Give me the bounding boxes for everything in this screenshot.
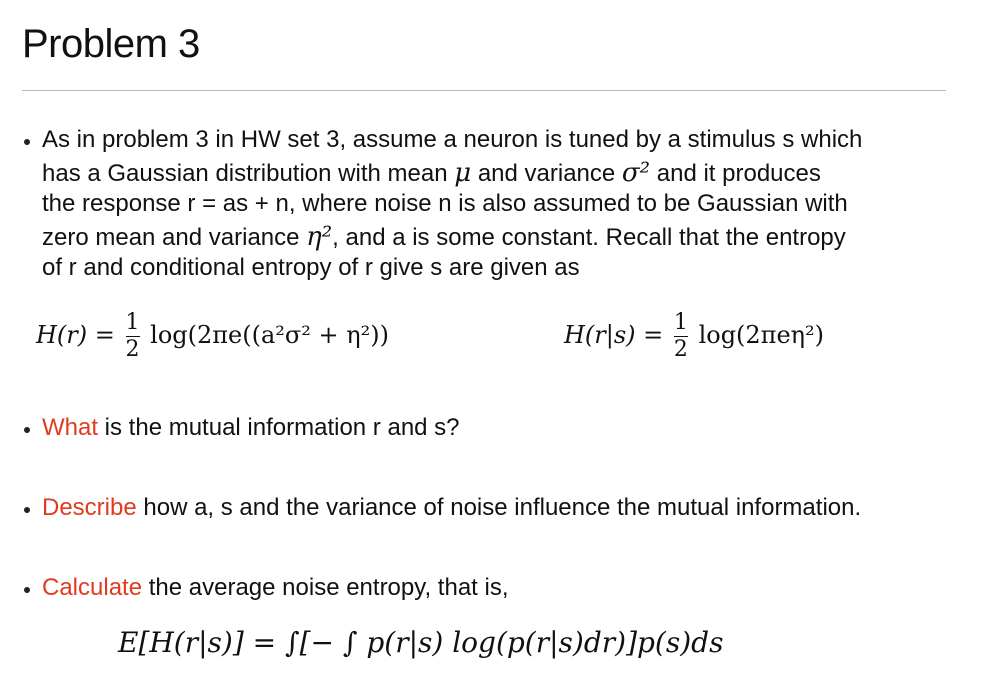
- fraction-numerator: 1: [673, 310, 688, 335]
- intro-line-2: [42, 158, 821, 188]
- intro-line-4a: zero mean and variance: [42, 224, 300, 251]
- formula-noise-entropy: E[H(r|s)] = ∫[− ∫ p(r|s) log(p(r|s)dr)]p(s)ds: [118, 626, 724, 659]
- bullet-describe: [42, 494, 861, 522]
- intro-line-2a: has a Gaussian distribution with mean: [42, 160, 448, 187]
- formula-h-r: [36, 312, 389, 361]
- bullet-dot-1: [24, 427, 30, 433]
- bullet-mutual-information: [42, 414, 460, 442]
- bullet-dot-2: [24, 507, 30, 513]
- bullet-calculate: [42, 574, 509, 602]
- intro-line-4b: , and a is some constant. Recall that the entropy: [332, 224, 846, 251]
- eta-squared-symbol: η²: [306, 222, 333, 252]
- bullet-text-2: how a, s and the variance of noise influence the mutual information.: [136, 494, 862, 521]
- title-divider: [22, 90, 946, 91]
- bullet-keyword-calculate: Calculate: [42, 574, 143, 601]
- intro-line-2b: and variance: [477, 160, 616, 187]
- intro-line-3: the response r = as + n, where noise n is also assumed to be Gaussian with: [42, 190, 848, 217]
- bullet-dot-intro: [24, 139, 30, 145]
- fraction-half-2: [674, 312, 688, 361]
- sigma-squared-symbol: σ²: [621, 158, 651, 188]
- formula-h-r-given-s-rhs: log(2πeη²): [698, 321, 825, 349]
- bullet-keyword-describe: Describe: [42, 494, 137, 521]
- formula-h-r-given-s: [564, 312, 824, 361]
- fraction-denominator: 2: [673, 337, 688, 362]
- mu-symbol: μ: [454, 158, 472, 188]
- formula-h-r-given-s-lhs: H(r|s) =: [564, 321, 664, 349]
- intro-line-4: [42, 222, 846, 252]
- bullet-text-1: is the mutual information r and s?: [98, 414, 460, 441]
- intro-line-2c: and it produces: [656, 160, 821, 187]
- intro-line-1: As in problem 3 in HW set 3, assume a neuron is tuned by a stimulus s which: [42, 126, 863, 153]
- bullet-text-3: the average noise entropy, that is,: [142, 574, 509, 601]
- formula-h-r-lhs: H(r) =: [36, 321, 115, 349]
- formula-h-r-rhs: log(2πe((a²σ² + η²)): [150, 321, 390, 349]
- fraction-denominator: 2: [125, 337, 140, 362]
- fraction-numerator: 1: [125, 310, 140, 335]
- intro-line-5: of r and conditional entropy of r give s are given as: [42, 254, 580, 281]
- bullet-keyword-what: What: [42, 414, 99, 441]
- bullet-dot-3: [24, 587, 30, 593]
- page-title: Problem 3: [22, 22, 200, 66]
- fraction-half: [126, 312, 140, 361]
